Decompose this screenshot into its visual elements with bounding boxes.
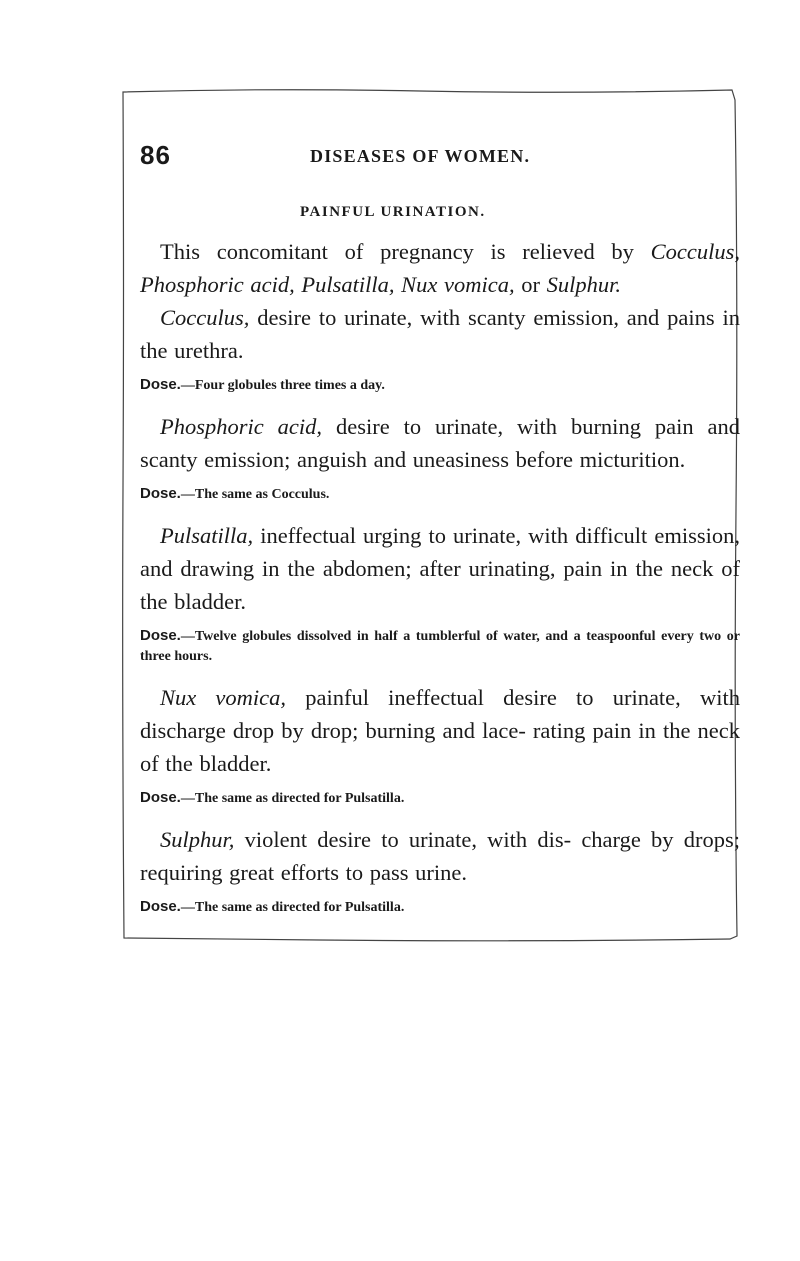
remedy-name: Nux vomica,: [160, 685, 287, 710]
dose-text: —The same as directed for Pulsatilla.: [180, 900, 405, 915]
running-title: DISEASES OF WOMEN.: [310, 146, 531, 166]
dose-note: [140, 788, 740, 809]
remedy-symptoms: painful ineffectual desire to urinate, with discharge drop by drop; burning and lace- rating pain in the neck of the bladder.: [140, 685, 740, 776]
page-content: [140, 140, 740, 932]
remedy-entry: [140, 519, 740, 667]
dose-label: Dose.: [140, 898, 181, 915]
remedy-symptoms: ineffectual urging to urinate, with difficult emission, and drawing in the abdomen; after urinating, pain in the neck of the bladder.: [140, 523, 740, 614]
intro-text: This concomitant of pregnancy is relieved by: [160, 239, 634, 264]
dose-text: —Twelve globules dissolved in half a tumblerful of water, and a teaspoonful every two or three hours.: [140, 629, 740, 664]
dose-note: [140, 375, 740, 396]
remedy-symptoms: desire to urinate, with scanty emission, and pains in the urethra.: [140, 305, 740, 363]
remedy-name: Pulsatilla,: [160, 523, 254, 548]
remedy-link: Sulphur.: [546, 272, 621, 297]
remedy-description: [140, 410, 740, 476]
remedy-name: Sulphur,: [160, 827, 235, 852]
dose-label: Dose.: [140, 789, 181, 806]
running-head: [140, 140, 740, 180]
remedy-link: Cocculus,: [650, 239, 741, 264]
remedy-symptoms: violent desire to urinate, with dis- charge by drops; requiring great efforts to pass urine.: [140, 827, 741, 885]
dose-label: Dose.: [140, 376, 181, 393]
dose-text: —Four globules three times a day.: [180, 378, 385, 393]
remedy-entry: [140, 681, 740, 809]
dose-label: Dose.: [140, 485, 181, 502]
remedy-name: Phosphoric acid,: [160, 414, 323, 439]
remedy-link: Phosphoric acid,: [140, 272, 295, 297]
remedy-link: Nux vomica,: [401, 272, 515, 297]
remedy-description: [140, 519, 740, 618]
remedy-description: [140, 301, 740, 367]
dose-label: Dose.: [140, 627, 181, 644]
remedy-entry: [140, 823, 740, 918]
dose-text: —The same as directed for Pulsatilla.: [180, 791, 405, 806]
remedy-entry: [140, 410, 740, 505]
dose-note: [140, 897, 740, 918]
remedy-entry: [140, 301, 740, 396]
remedy-symptoms: desire to urinate, with burning pain and scanty emission; anguish and uneasiness before micturition.: [140, 414, 740, 472]
remedy-description: [140, 823, 740, 889]
dose-text: —The same as Cocculus.: [180, 487, 330, 502]
page-number: 86: [140, 140, 171, 170]
dose-note: [140, 626, 740, 667]
remedy-description: [140, 681, 740, 780]
remedy-name: Cocculus,: [160, 305, 250, 330]
remedy-link: Pulsatilla,: [301, 272, 395, 297]
intro-text-or: or: [521, 272, 540, 297]
section-heading: PAINFUL URINATION.: [300, 204, 486, 220]
intro-paragraph: [140, 235, 740, 301]
dose-note: [140, 484, 740, 505]
